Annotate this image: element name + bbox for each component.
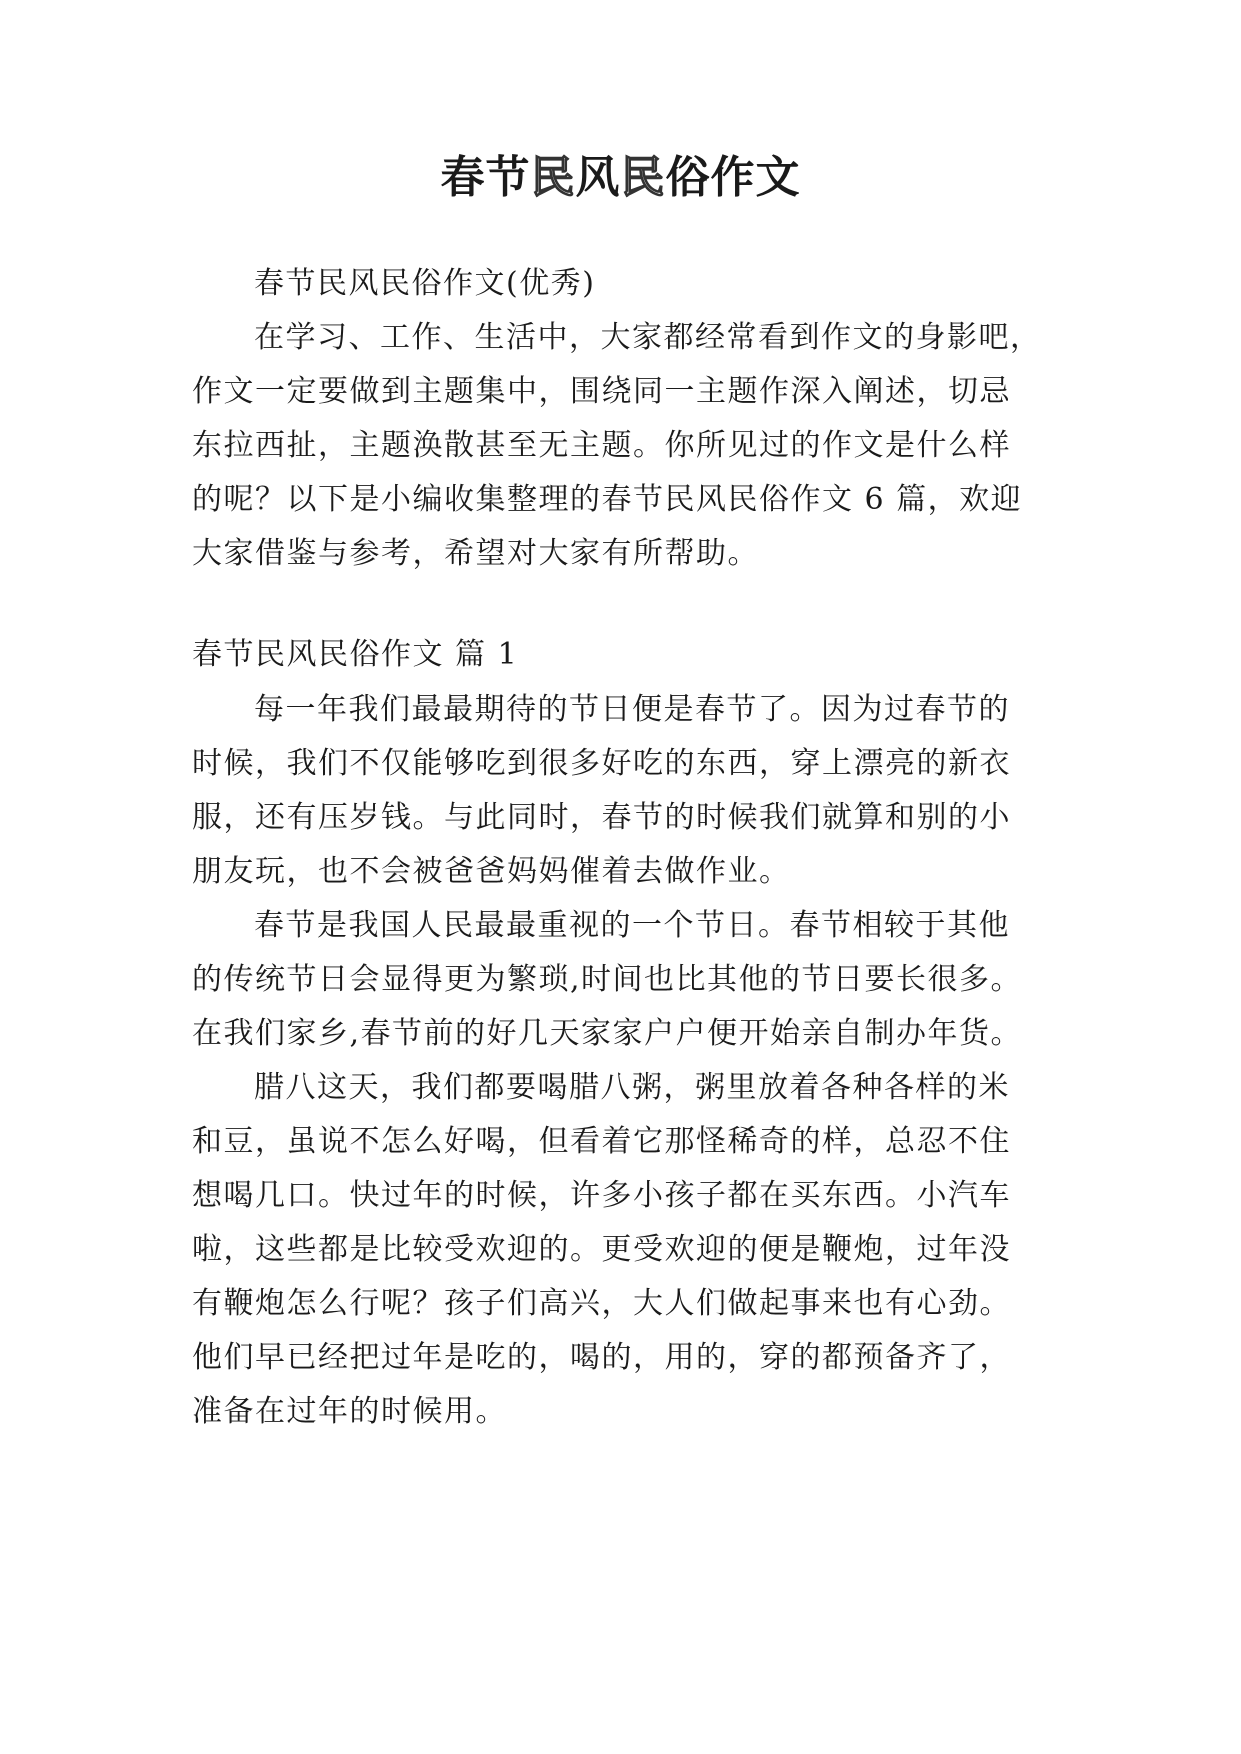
title-part: 春节 [440, 152, 531, 203]
paragraph-line: 的传统节日会显得更为繁琐,时间也比其他的节日要长很多。 [192, 962, 1023, 997]
intro-heading: 春节民风民俗作文(优秀) [254, 266, 596, 301]
paragraph-line: 啦，这些都是比较受欢迎的。更受欢迎的便是鞭炮，过年没 [192, 1232, 1011, 1267]
intro-line: 大家借鉴与参考，希望对大家有所帮助。 [192, 536, 759, 571]
paragraph-line: 准备在过年的时候用。 [192, 1394, 507, 1429]
paragraph-line: 他们早已经把过年是吃的，喝的，用的，穿的都预备齐了， [192, 1340, 1011, 1375]
intro-line: 的呢？以下是小编收集整理的春节民风民俗作文 6 篇，欢迎 [192, 482, 1023, 517]
paragraph-line: 想喝几口。快过年的时候，许多小孩子都在买东西。小汽车 [192, 1178, 1011, 1213]
title-part-outlined: 民 [620, 152, 666, 203]
paragraph-line: 春节是我国人民最最重视的一个节日。春节相较于其他 [254, 908, 1010, 943]
paragraph-line: 腊八这天，我们都要喝腊八粥，粥里放着各种各样的米 [254, 1070, 1010, 1105]
title-part: 俗作文 [665, 152, 801, 203]
intro-line: 东拉西扯，主题涣散甚至无主题。你所见过的作文是什么样 [192, 428, 1011, 463]
paragraph-line: 每一年我们最最期待的节日便是春节了。因为过春节的 [254, 692, 1010, 727]
paragraph-line: 服，还有压岁钱。与此同时，春节的时候我们就算和别的小 [192, 800, 1011, 835]
title-part-outlined: 民 [530, 152, 576, 203]
intro-line: 作文一定要做到主题集中，围绕同一主题作深入阐述，切忌 [192, 374, 1011, 409]
intro-line: 在学习、工作、生活中，大家都经常看到作文的身影吧， [254, 320, 1042, 355]
section-heading: 春节民风民俗作文 篇 1 [192, 637, 519, 672]
paragraph-line: 时候，我们不仅能够吃到很多好吃的东西，穿上漂亮的新衣 [192, 746, 1011, 781]
document-title [0, 150, 1241, 206]
paragraph-line: 朋友玩，也不会被爸爸妈妈催着去做作业。 [192, 854, 791, 889]
title-part: 风 [575, 152, 621, 203]
paragraph-line: 和豆，虽说不怎么好喝，但看着它那怪稀奇的样，总忍不住 [192, 1124, 1011, 1159]
paragraph-line: 在我们家乡,春节前的好几天家家户户便开始亲自制办年货。 [192, 1016, 1023, 1051]
paragraph-line: 有鞭炮怎么行呢？孩子们高兴，大人们做起事来也有心劲。 [192, 1286, 1011, 1321]
